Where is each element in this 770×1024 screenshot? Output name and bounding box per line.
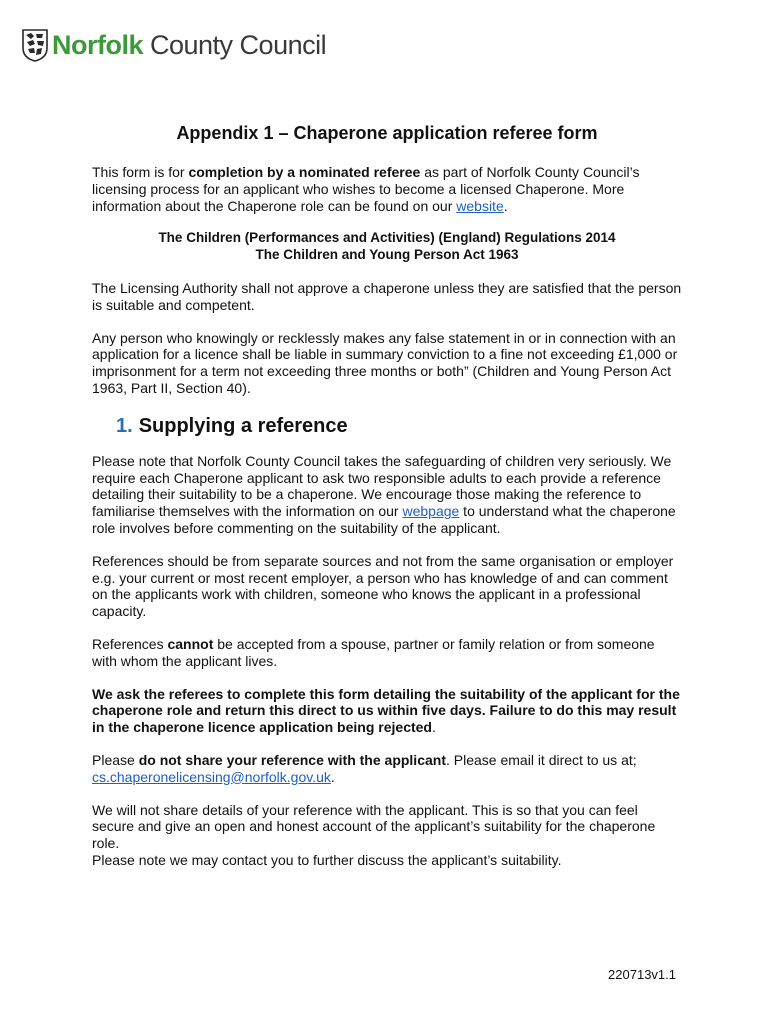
details-paragraph-2: Please note we may contact you to further discuss the applicant’s suitability. [92,851,562,868]
cannot-paragraph [92,636,682,670]
section-number: 1. [116,414,133,437]
safeguarding-paragraph [92,453,682,537]
logo-rest-text: County Council [143,30,327,60]
intro-post: as part of Norfolk County Council’s licensing process for an applicant who wishes to become a licensed Chaperone. More information about the Chaperone role can be found on our [92,164,640,214]
cannot-post: be accepted from a spouse, partner or family relation or from someone with whom the applicant lives. [92,635,655,669]
share-bold: do not share your reference with the applicant [138,751,446,768]
council-logo [22,27,326,63]
website-link[interactable]: website [456,197,504,214]
cannot-bold: cannot [167,635,214,652]
document-body [92,120,682,885]
sources-paragraph: References should be from separate sources and not from the same organisation or employer e.g. your current or most recent employer, a person who has knowledge of and can comment on the applicants work with children, someone who knows the applicant in a professional capacity. [92,552,674,620]
section-heading [92,413,682,439]
instructions-end: . [431,719,436,736]
regulation-line-2: The Children and Young Person Act 1963 [255,247,519,263]
false-statement-paragraph: Any person who knowingly or recklessly makes any false statement in or in connection with an application for a licence shall be liable in summary conviction to a fine not exceeding £1,000 or imprisonment for a term not exceeding three months or both” (Children and Young Person Act 1963, Part II, Section 40). [92,329,678,396]
crest-icon [22,28,48,62]
regulations-block [92,230,682,264]
share-pre: Please [92,751,139,768]
note-pre: Please note that Norfolk County Council takes the safeguarding of children very seriously. We require each Chaperone applicant to ask two responsible adults to each provide a reference detailing their suitability to be a chaperone. We encourage those making the reference to familiarise themselves with the information on our [92,452,672,520]
share-mid: . Please email it direct to us at; [446,751,637,768]
authority-paragraph: The Licensing Authority shall not approve a chaperone unless they are satisfied that the person is suitable and competent. [92,279,682,313]
note-post: to understand what the chaperone role involves before commenting on the suitability of the applicant. [92,503,676,536]
share-end: . [330,768,335,785]
version-label: 220713v1.1 [608,967,676,982]
page-title: Appendix 1 – Chaperone application referee form [176,123,598,143]
logo-bold-text: Norfolk [52,30,143,60]
cannot-pre: References [92,635,168,652]
details-paragraph-1: We will not share details of your reference with the applicant. This is so that you can feel secure and give an open and honest account of the applicant’s suitability for the chaperone role. [92,801,656,852]
section-title: Supplying a reference [138,414,348,437]
intro-bold: completion by a nominated referee [188,164,421,180]
referee-instructions-paragraph [92,686,682,736]
regulation-line-1: The Children (Performances and Activities) (England) Regulations 2014 [158,230,616,246]
instructions-bold: We ask the referees to complete this form detailing the suitability of the applicant for the chaperone role and return this direct to us within five days. Failure to do this may result in the chaperone licence application being rejected [92,685,680,736]
share-paragraph [92,752,682,786]
intro-pre: This form is for [92,164,189,180]
email-link[interactable]: cs.chaperonelicensing@norfolk.gov.uk [92,768,331,785]
intro-paragraph [92,164,682,214]
webpage-link[interactable]: webpage [402,503,460,520]
intro-end: . [503,197,508,214]
